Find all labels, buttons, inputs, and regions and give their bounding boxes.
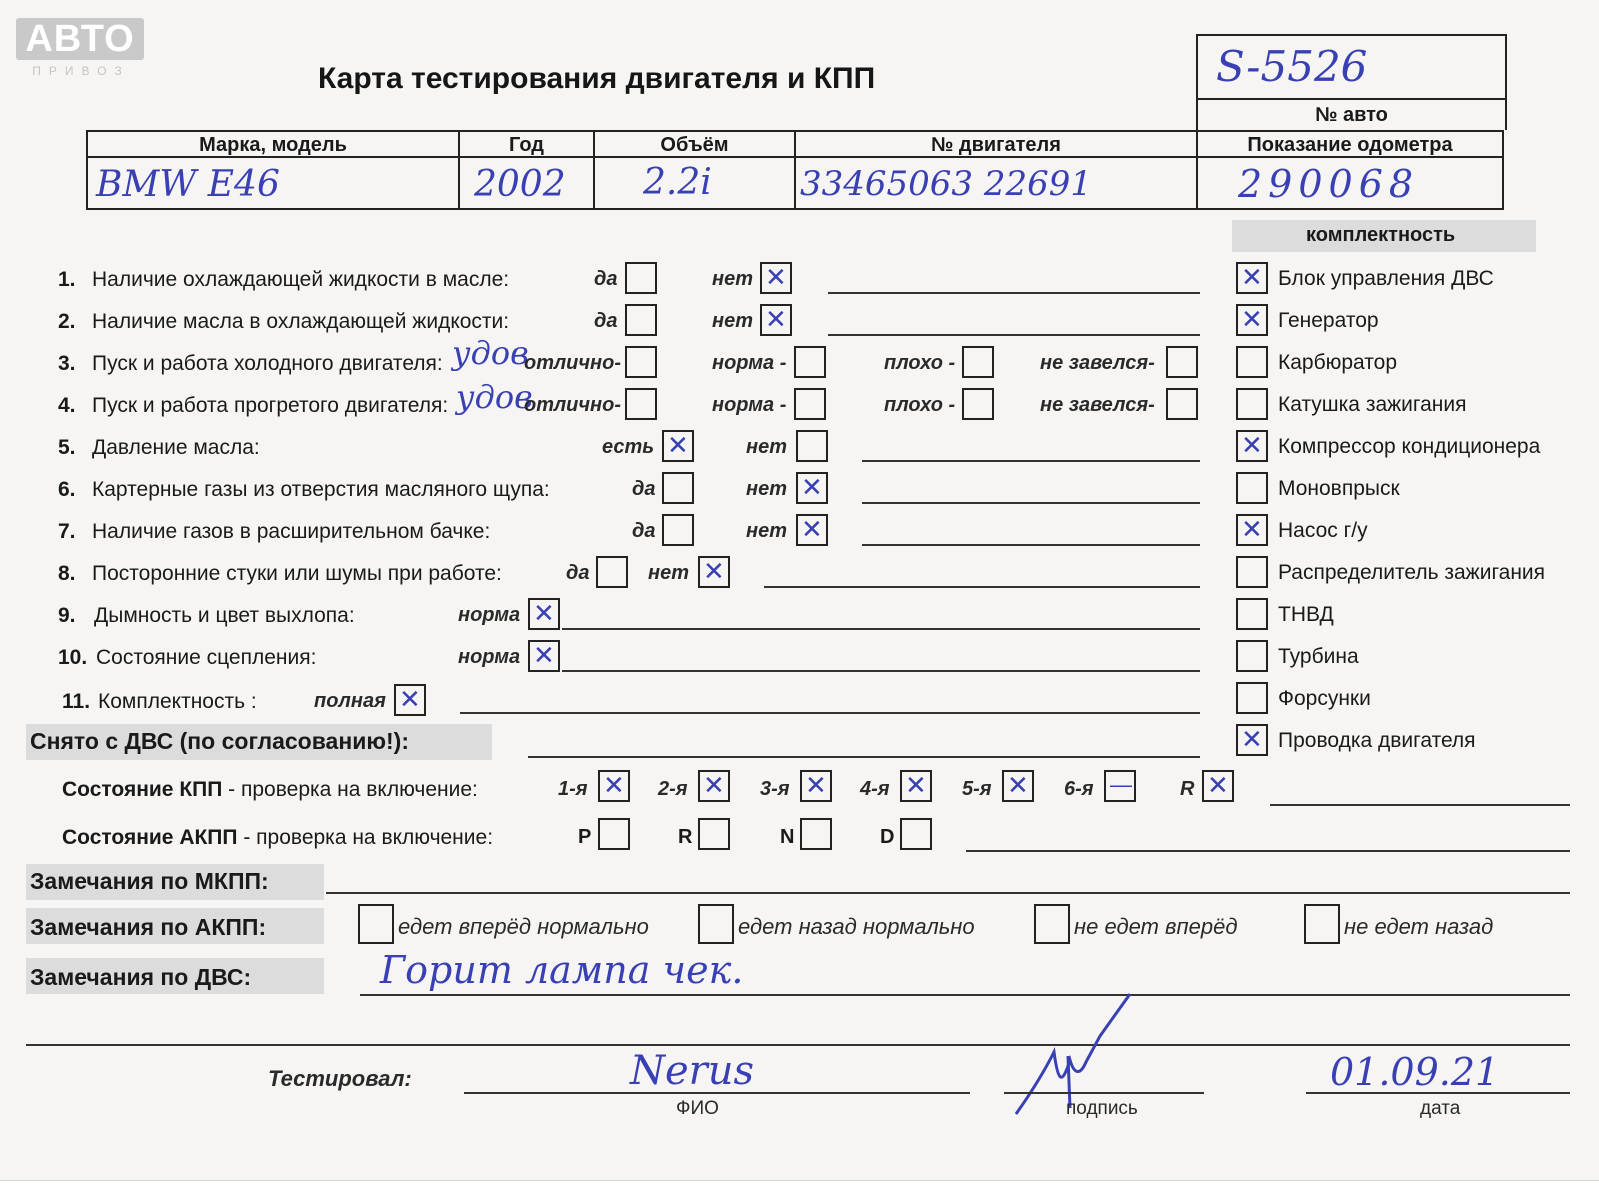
date-caption: дата [1420,1098,1461,1119]
row-note-line [828,334,1200,336]
row-note-line [562,628,1200,630]
auto-number-value: S-5526 [1216,42,1368,91]
row5-no-checkbox[interactable] [796,430,828,462]
row-number: 4. [58,394,76,417]
avtoprivoz-logo [16,18,146,78]
signature-caption: подпись [1066,1098,1138,1119]
row-note-line [862,460,1200,462]
date-line [1306,1092,1570,1094]
row-number: 9. [58,604,76,627]
row-note-line [828,292,1200,294]
engine-wiring-checkbox[interactable] [1236,724,1268,756]
auto-number-label: № авто [1196,98,1507,130]
gear-label: 1-я [558,778,588,800]
kpp-label [62,778,478,802]
akpp-option-label: едет назад нормально [738,914,975,939]
kpp-label-rest: - проверка на включение: [222,778,478,801]
row6-yes-checkbox[interactable] [662,472,694,504]
completeness-item-label: Турбина [1278,645,1359,668]
mkpp-remarks-label: Замечания по МКПП: [30,868,269,894]
gear-r-checkbox[interactable] [1202,770,1234,802]
option-bad-label: плохо - [884,352,956,374]
option-no-start-label: не завелся- [1040,352,1155,374]
option-no-label: нет [648,562,689,584]
page-title: Карта тестирования двигателя и КПП [318,62,876,95]
option-no-label: нет [746,520,787,542]
completeness-item-label: Проводка двигателя [1278,729,1476,752]
date-value: 01.09.21 [1330,1050,1500,1094]
gear-2-checkbox[interactable] [698,770,730,802]
row3-no-start-checkbox[interactable] [1166,346,1198,378]
completeness-item-label: Блок управления ДВС [1278,267,1494,290]
row5-yes-checkbox[interactable] [662,430,694,462]
row-note-line [460,712,1200,714]
gear-6-checkbox[interactable] [1104,770,1136,802]
row3-excellent-checkbox[interactable] [625,346,657,378]
row-number: 7. [58,520,76,543]
completeness-item-label: Моновпрыск [1278,477,1400,500]
option-yes-label: да [632,478,656,500]
year-value: 2002 [474,164,566,205]
akpp-remarks-label: Замечания по АКПП: [30,914,267,940]
option-full-label: полная [314,690,386,712]
akpp-p-checkbox[interactable] [598,818,630,850]
row1-yes-checkbox[interactable] [625,262,657,294]
option-normal-label: норма - [712,394,787,416]
akpp-n-checkbox[interactable] [800,818,832,850]
option-bad-label: плохо - [884,394,956,416]
row-number: 11. [62,690,91,713]
akpp-r-checkbox[interactable] [698,818,730,850]
row-note-line [562,670,1200,672]
option-yes-label: да [632,520,656,542]
option-yes-label: да [594,310,618,332]
dvs-remarks-label: Замечания по ДВС: [30,964,252,990]
akpp-option-label: едет вперёд нормально [398,914,649,939]
ignition-coil-checkbox[interactable] [1236,388,1268,420]
tester-name-value: Nerus [630,1048,755,1094]
odometer-header: Показание одометра [1198,132,1502,158]
row4-normal-checkbox[interactable] [794,388,826,420]
row7-no-checkbox[interactable] [796,514,828,546]
ac-compressor-checkbox[interactable] [1236,430,1268,462]
completeness-item-label: Насос г/у [1278,519,1368,542]
row7-yes-checkbox[interactable] [662,514,694,546]
akpp-label [62,826,493,850]
row-label: Пуск и работа прогретого двигателя: [92,394,449,417]
completeness-item-label: Карбюратор [1278,351,1398,374]
kpp-note-line [1270,804,1570,806]
gear-4-checkbox[interactable] [900,770,932,802]
mono-injection-checkbox[interactable] [1236,472,1268,504]
row-note-line [764,586,1200,588]
tested-by-label: Тестировал: [268,1066,412,1091]
gear-label: 6-я [1064,778,1094,800]
row1-no-checkbox[interactable] [760,262,792,294]
carburetor-checkbox[interactable] [1236,346,1268,378]
akpp-option-label: не едет назад [1344,914,1494,939]
row-number: 1. [58,268,76,291]
no-forward-checkbox[interactable] [1034,904,1070,944]
engine-number-header: № двигателя [796,132,1196,158]
akpp-mode-label: P [578,826,592,848]
row4-bad-checkbox[interactable] [962,388,994,420]
make-value: BMW E46 [96,164,280,205]
row-label: Дымность и цвет выхлопа: [94,604,355,627]
generator-checkbox[interactable] [1236,304,1268,336]
kpp-label-bold: Состояние КПП [62,778,223,801]
row8-no-checkbox[interactable] [698,556,730,588]
turbine-checkbox[interactable] [1236,640,1268,672]
removed-line [528,756,1200,758]
option-yes-label: есть [602,436,655,458]
gear-label: 4-я [860,778,890,800]
dvs-remarks-line-2 [26,1044,1570,1046]
year-header: Год [460,132,593,158]
dvs-remarks-value: Горит лампа чек. [380,948,744,992]
option-normal-label: норма - [712,352,787,374]
akpp-mode-label: D [880,826,895,848]
row3-handwritten-note: удов [452,334,529,372]
row2-no-checkbox[interactable] [760,304,792,336]
option-no-label: нет [746,478,787,500]
row4-no-start-checkbox[interactable] [1166,388,1198,420]
gear-3-checkbox[interactable] [800,770,832,802]
ecu-checkbox[interactable] [1236,262,1268,294]
forward-ok-checkbox[interactable] [358,904,394,944]
completeness-item-label: Форсунки [1278,687,1371,710]
option-yes-label: да [566,562,590,584]
engine-number-value: 33465063 22691 [800,164,1093,204]
row6-no-checkbox[interactable] [796,472,828,504]
akpp-mode-label: N [780,826,795,848]
option-no-label: нет [712,310,753,332]
akpp-option-label: не едет вперёд [1074,914,1238,939]
option-normal-label: норма [458,604,521,626]
gear-label: 3-я [760,778,790,800]
row-number: 2. [58,310,76,333]
row-number: 8. [58,562,76,585]
row4-handwritten-note: удов [456,378,533,416]
gear-label: R [1180,778,1195,800]
row-label: Давление масла: [92,436,260,459]
row-label: Посторонние стуки или шумы при работе: [92,562,502,585]
logo-main: АВТО [16,18,144,60]
akpp-label-bold: Состояние АКПП [62,826,238,849]
row-label: Состояние сцепления: [96,646,317,669]
dvs-remarks-line [360,994,1570,996]
completeness-item-label: ТНВД [1278,603,1334,626]
gear-1-checkbox[interactable] [598,770,630,802]
akpp-note-line [966,850,1570,852]
row3-bad-checkbox[interactable] [962,346,994,378]
akpp-d-checkbox[interactable] [900,818,932,850]
row2-yes-checkbox[interactable] [625,304,657,336]
gear-label: 5-я [962,778,992,800]
injection-pump-checkbox[interactable] [1236,598,1268,630]
akpp-label-rest: - проверка на включение: [237,826,494,849]
power-steering-pump-checkbox[interactable] [1236,514,1268,546]
row-label: Пуск и работа холодного двигателя: [92,352,443,375]
gear-label: 2-я [658,778,688,800]
row8-yes-checkbox[interactable] [596,556,628,588]
akpp-mode-label: R [678,826,693,848]
option-no-label: нет [712,268,753,290]
row-number: 5. [58,436,76,459]
row-label: Картерные газы из отверстия масляного щупа: [92,478,550,501]
option-excellent-label: отлично- [524,394,622,416]
name-caption: ФИО [676,1098,719,1119]
row10-normal-checkbox[interactable] [528,640,560,672]
completeness-item-label: Компрессор кондиционера [1278,435,1541,458]
injectors-checkbox[interactable] [1236,682,1268,714]
no-reverse-checkbox[interactable] [1304,904,1340,944]
mkpp-remarks-line [326,892,1570,894]
volume-value: 2.2i [643,162,712,203]
row-number: 6. [58,478,76,501]
completeness-item-label: Катушка зажигания [1278,393,1467,416]
row-note-line [862,544,1200,546]
distributor-checkbox[interactable] [1236,556,1268,588]
row-label: Наличие масла в охлаждающей жидкости: [92,310,510,333]
vehicle-header-table [86,130,1504,210]
completeness-item-label: Генератор [1278,309,1379,332]
row-number: 3. [58,352,76,375]
removed-label: Снято с ДВС (по согласованию!): [30,728,409,754]
signature-line [1004,1092,1204,1094]
row-label: Наличие газов в расширительном бачке: [92,520,491,543]
reverse-ok-checkbox[interactable] [698,904,734,944]
option-yes-label: да [594,268,618,290]
row11-full-checkbox[interactable] [394,684,426,716]
auto-number-box [1196,34,1507,100]
option-no-label: нет [746,436,787,458]
row-label: Наличие охлаждающей жидкости в масле: [92,268,510,291]
row-note-line [862,502,1200,504]
completeness-header: комплектность [1306,224,1456,246]
make-header: Марка, модель [88,132,458,158]
row-number: 10. [58,646,88,669]
row-label: Комплектность : [98,690,257,713]
name-line [464,1092,970,1094]
option-excellent-label: отлично- [524,352,622,374]
gear-5-checkbox[interactable] [1002,770,1034,802]
row9-normal-checkbox[interactable] [528,598,560,630]
row4-excellent-checkbox[interactable] [625,388,657,420]
option-normal-label: норма [458,646,521,668]
option-no-start-label: не завелся- [1040,394,1155,416]
volume-header: Объём [595,132,794,158]
odometer-value: 290068 [1238,162,1420,206]
completeness-item-label: Распределитель зажигания [1278,561,1546,584]
row3-normal-checkbox[interactable] [794,346,826,378]
logo-sub: ПРИВОЗ [32,64,130,78]
